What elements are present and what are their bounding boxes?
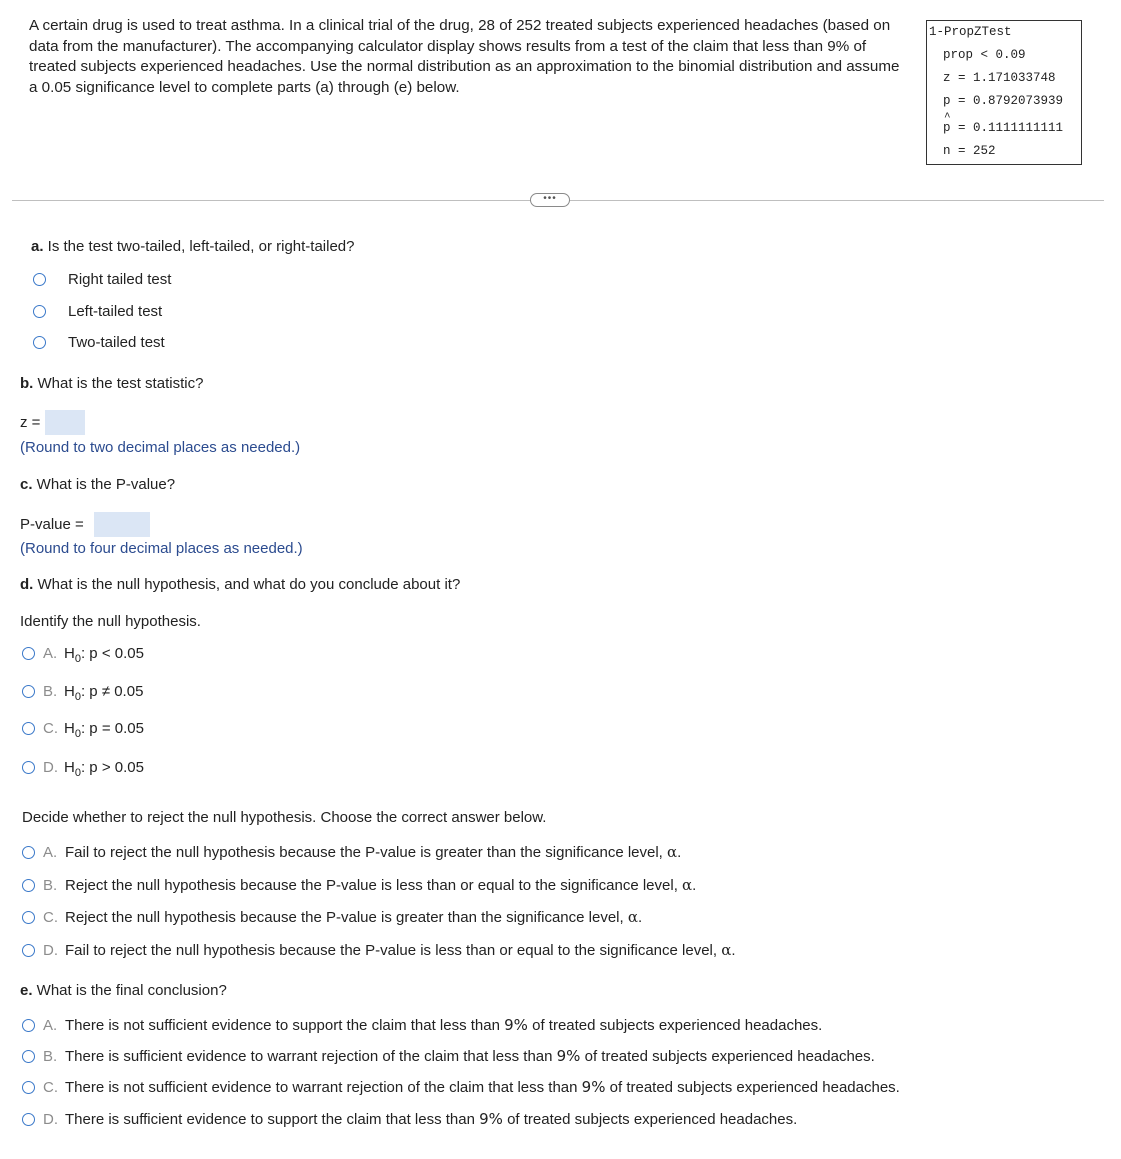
radio-button[interactable] bbox=[22, 685, 35, 698]
radio-button[interactable] bbox=[33, 336, 46, 349]
radio-button[interactable] bbox=[22, 846, 35, 859]
hypothesis-relation: : p > 0.05 bbox=[80, 759, 144, 776]
option-letter: D. bbox=[43, 1110, 58, 1128]
pvalue-label: P-value = bbox=[20, 516, 84, 533]
period: . bbox=[677, 844, 682, 861]
radio-button[interactable] bbox=[22, 1113, 35, 1126]
radio-button[interactable] bbox=[22, 879, 35, 892]
calc-p: p = 0.8792073939 bbox=[943, 94, 1064, 108]
hypothesis-option-a[interactable] bbox=[22, 645, 144, 665]
part-b-rounding-note: (Round to two decimal places as needed.) bbox=[20, 439, 301, 456]
option-label: Right tailed test bbox=[68, 271, 172, 288]
decision-text bbox=[65, 876, 696, 894]
problem-statement: A certain drug is used to treat asthma. In a clinical trial of the drug, 28 of 252 treated subjects experienced headaches (based on data from the manufacturer). The accompanying calculator display shows results from a test of the claim that less than 9% of treated subjects experienced headaches. Use the normal distribution as an approximation to the binomial distribution and assume a 0.05 significance level to complete parts (a) through (e) below. bbox=[29, 17, 900, 96]
part-c-label: c. bbox=[20, 476, 33, 493]
hypothesis-relation: : p ≠ 0.05 bbox=[80, 683, 144, 700]
conclusion-text bbox=[65, 1016, 822, 1034]
part-a-option-two[interactable] bbox=[33, 334, 165, 351]
option-letter: A. bbox=[43, 1016, 58, 1034]
hypothesis-text bbox=[64, 759, 144, 779]
decision-option-a[interactable] bbox=[22, 843, 681, 861]
part-d-label: d. bbox=[20, 576, 34, 593]
expand-more-button[interactable]: ••• bbox=[530, 193, 570, 207]
period: . bbox=[692, 877, 697, 894]
conclusion-text bbox=[65, 1110, 797, 1128]
part-a-option-right[interactable] bbox=[33, 271, 171, 288]
h-symbol: H bbox=[64, 683, 75, 700]
radio-button[interactable] bbox=[22, 647, 35, 660]
decision-text bbox=[65, 908, 642, 926]
conclusion-pre: There is not sufficient evidence to warrant rejection of the claim that less than bbox=[65, 1079, 582, 1096]
option-letter: D. bbox=[43, 759, 58, 776]
decision-option-d[interactable] bbox=[22, 941, 736, 959]
alpha-symbol: α bbox=[682, 876, 693, 894]
conclusion-option-c[interactable] bbox=[22, 1078, 900, 1096]
decision-text-body: Reject the null hypothesis because the P-value is greater than the significance level, bbox=[65, 909, 628, 926]
conclusion-post: of treated subjects experienced headaches. bbox=[580, 1048, 875, 1065]
conclusion-text bbox=[65, 1078, 900, 1096]
decide-prompt: Decide whether to reject the null hypothesis. Choose the correct answer below. bbox=[22, 809, 547, 826]
percent-value: 9% bbox=[581, 1078, 606, 1096]
decision-text-body: Reject the null hypothesis because the P-value is less than or equal to the significance level, bbox=[65, 877, 683, 894]
radio-button[interactable] bbox=[22, 911, 35, 924]
conclusion-option-d[interactable] bbox=[22, 1110, 797, 1128]
part-b-question bbox=[20, 375, 203, 392]
decision-text-body: Fail to reject the null hypothesis because the P-value is greater than the significance level, bbox=[65, 844, 668, 861]
hypothesis-text bbox=[64, 720, 144, 740]
alpha-symbol: α bbox=[667, 843, 678, 861]
alpha-symbol: α bbox=[721, 941, 732, 959]
conclusion-post: of treated subjects experienced headaches. bbox=[502, 1111, 798, 1128]
radio-button[interactable] bbox=[33, 305, 46, 318]
conclusion-text bbox=[65, 1047, 875, 1065]
part-c-rounding-note: (Round to four decimal places as needed.) bbox=[20, 540, 303, 557]
h-subscript: 0 bbox=[74, 691, 81, 703]
part-b-label: b. bbox=[20, 375, 34, 392]
identify-null-prompt: Identify the null hypothesis. bbox=[20, 613, 201, 630]
conclusion-post: of treated subjects experienced headaches. bbox=[527, 1017, 823, 1034]
decision-text bbox=[65, 843, 681, 861]
period: . bbox=[731, 942, 736, 959]
conclusion-pre: There is sufficient evidence to support the claim that less than bbox=[65, 1111, 480, 1128]
option-label: Left-tailed test bbox=[68, 303, 163, 320]
conclusion-post: of treated subjects experienced headaches. bbox=[605, 1079, 900, 1096]
radio-button[interactable] bbox=[22, 722, 35, 735]
h-subscript: 0 bbox=[74, 728, 81, 740]
radio-button[interactable] bbox=[22, 761, 35, 774]
option-letter: B. bbox=[43, 683, 58, 700]
radio-button[interactable] bbox=[22, 944, 35, 957]
decision-text bbox=[65, 941, 736, 959]
test-statistic-input[interactable] bbox=[45, 410, 85, 435]
z-label: z = bbox=[20, 414, 41, 431]
alpha-symbol: α bbox=[627, 908, 638, 926]
radio-button[interactable] bbox=[22, 1081, 35, 1094]
h-subscript: 0 bbox=[74, 653, 81, 665]
pvalue-input[interactable] bbox=[94, 512, 150, 537]
conclusion-option-b[interactable] bbox=[22, 1047, 875, 1065]
radio-button[interactable] bbox=[33, 273, 46, 286]
option-letter: A. bbox=[43, 645, 58, 662]
hypothesis-option-d[interactable] bbox=[22, 759, 144, 779]
part-a-label: a. bbox=[31, 238, 44, 255]
part-e-label: e. bbox=[20, 982, 33, 999]
part-a-text: Is the test two-tailed, left-tailed, or right-tailed? bbox=[43, 238, 355, 255]
percent-value: 9% bbox=[504, 1016, 528, 1034]
calculator-display bbox=[926, 20, 1082, 165]
part-a-option-left[interactable] bbox=[33, 303, 162, 320]
hypothesis-relation: : p < 0.05 bbox=[80, 645, 144, 662]
conclusion-pre: There is not sufficient evidence to support the claim that less than bbox=[65, 1017, 505, 1034]
part-a-question bbox=[31, 238, 355, 255]
part-d-question bbox=[20, 576, 460, 593]
h-symbol: H bbox=[64, 645, 75, 662]
calc-z: z = 1.171033748 bbox=[943, 71, 1056, 85]
calc-prop: prop < 0.09 bbox=[943, 48, 1026, 62]
part-c-text: What is the P-value? bbox=[32, 476, 176, 493]
h-subscript: 0 bbox=[74, 767, 81, 779]
part-b-text: What is the test statistic? bbox=[33, 375, 204, 392]
hypothesis-option-c[interactable] bbox=[22, 720, 144, 740]
option-label: Two-tailed test bbox=[68, 334, 165, 351]
radio-button[interactable] bbox=[22, 1019, 35, 1032]
phat-value: = 0.1111111111 bbox=[950, 121, 1064, 135]
percent-value: 9% bbox=[479, 1110, 503, 1128]
calc-title: 1-PropZTest bbox=[929, 25, 1012, 39]
part-e-question bbox=[20, 982, 227, 999]
part-d-text: What is the null hypothesis, and what do you conclude about it? bbox=[33, 576, 461, 593]
option-letter: B. bbox=[43, 1047, 58, 1065]
option-letter: C. bbox=[43, 720, 58, 737]
percent-value: 9% bbox=[556, 1047, 581, 1065]
conclusion-pre: There is sufficient evidence to warrant rejection of the claim that less than bbox=[65, 1048, 557, 1065]
part-c-question bbox=[20, 476, 175, 493]
option-letter: A. bbox=[43, 843, 58, 861]
decision-option-b[interactable] bbox=[22, 876, 696, 894]
option-letter: C. bbox=[43, 908, 58, 926]
hypothesis-text bbox=[64, 683, 144, 703]
decision-text-body: Fail to reject the null hypothesis because the P-value is less than or equal to the significance level, bbox=[65, 942, 722, 959]
phat-symbol: ^ p bbox=[943, 121, 951, 135]
radio-button[interactable] bbox=[22, 1050, 35, 1063]
h-symbol: H bbox=[64, 720, 75, 737]
conclusion-option-a[interactable] bbox=[22, 1016, 822, 1034]
period: . bbox=[637, 909, 643, 926]
option-letter: C. bbox=[43, 1078, 58, 1096]
calc-phat bbox=[943, 121, 1063, 135]
calc-n: n = 252 bbox=[943, 144, 996, 158]
option-letter: D. bbox=[43, 941, 58, 959]
hypothesis-relation: : p = 0.05 bbox=[80, 720, 144, 737]
option-letter: B. bbox=[43, 876, 58, 894]
decision-option-c[interactable] bbox=[22, 908, 642, 926]
hypothesis-option-b[interactable] bbox=[22, 683, 144, 703]
part-e-text: What is the final conclusion? bbox=[32, 982, 227, 999]
h-symbol: H bbox=[64, 759, 75, 776]
hypothesis-text bbox=[64, 645, 144, 665]
